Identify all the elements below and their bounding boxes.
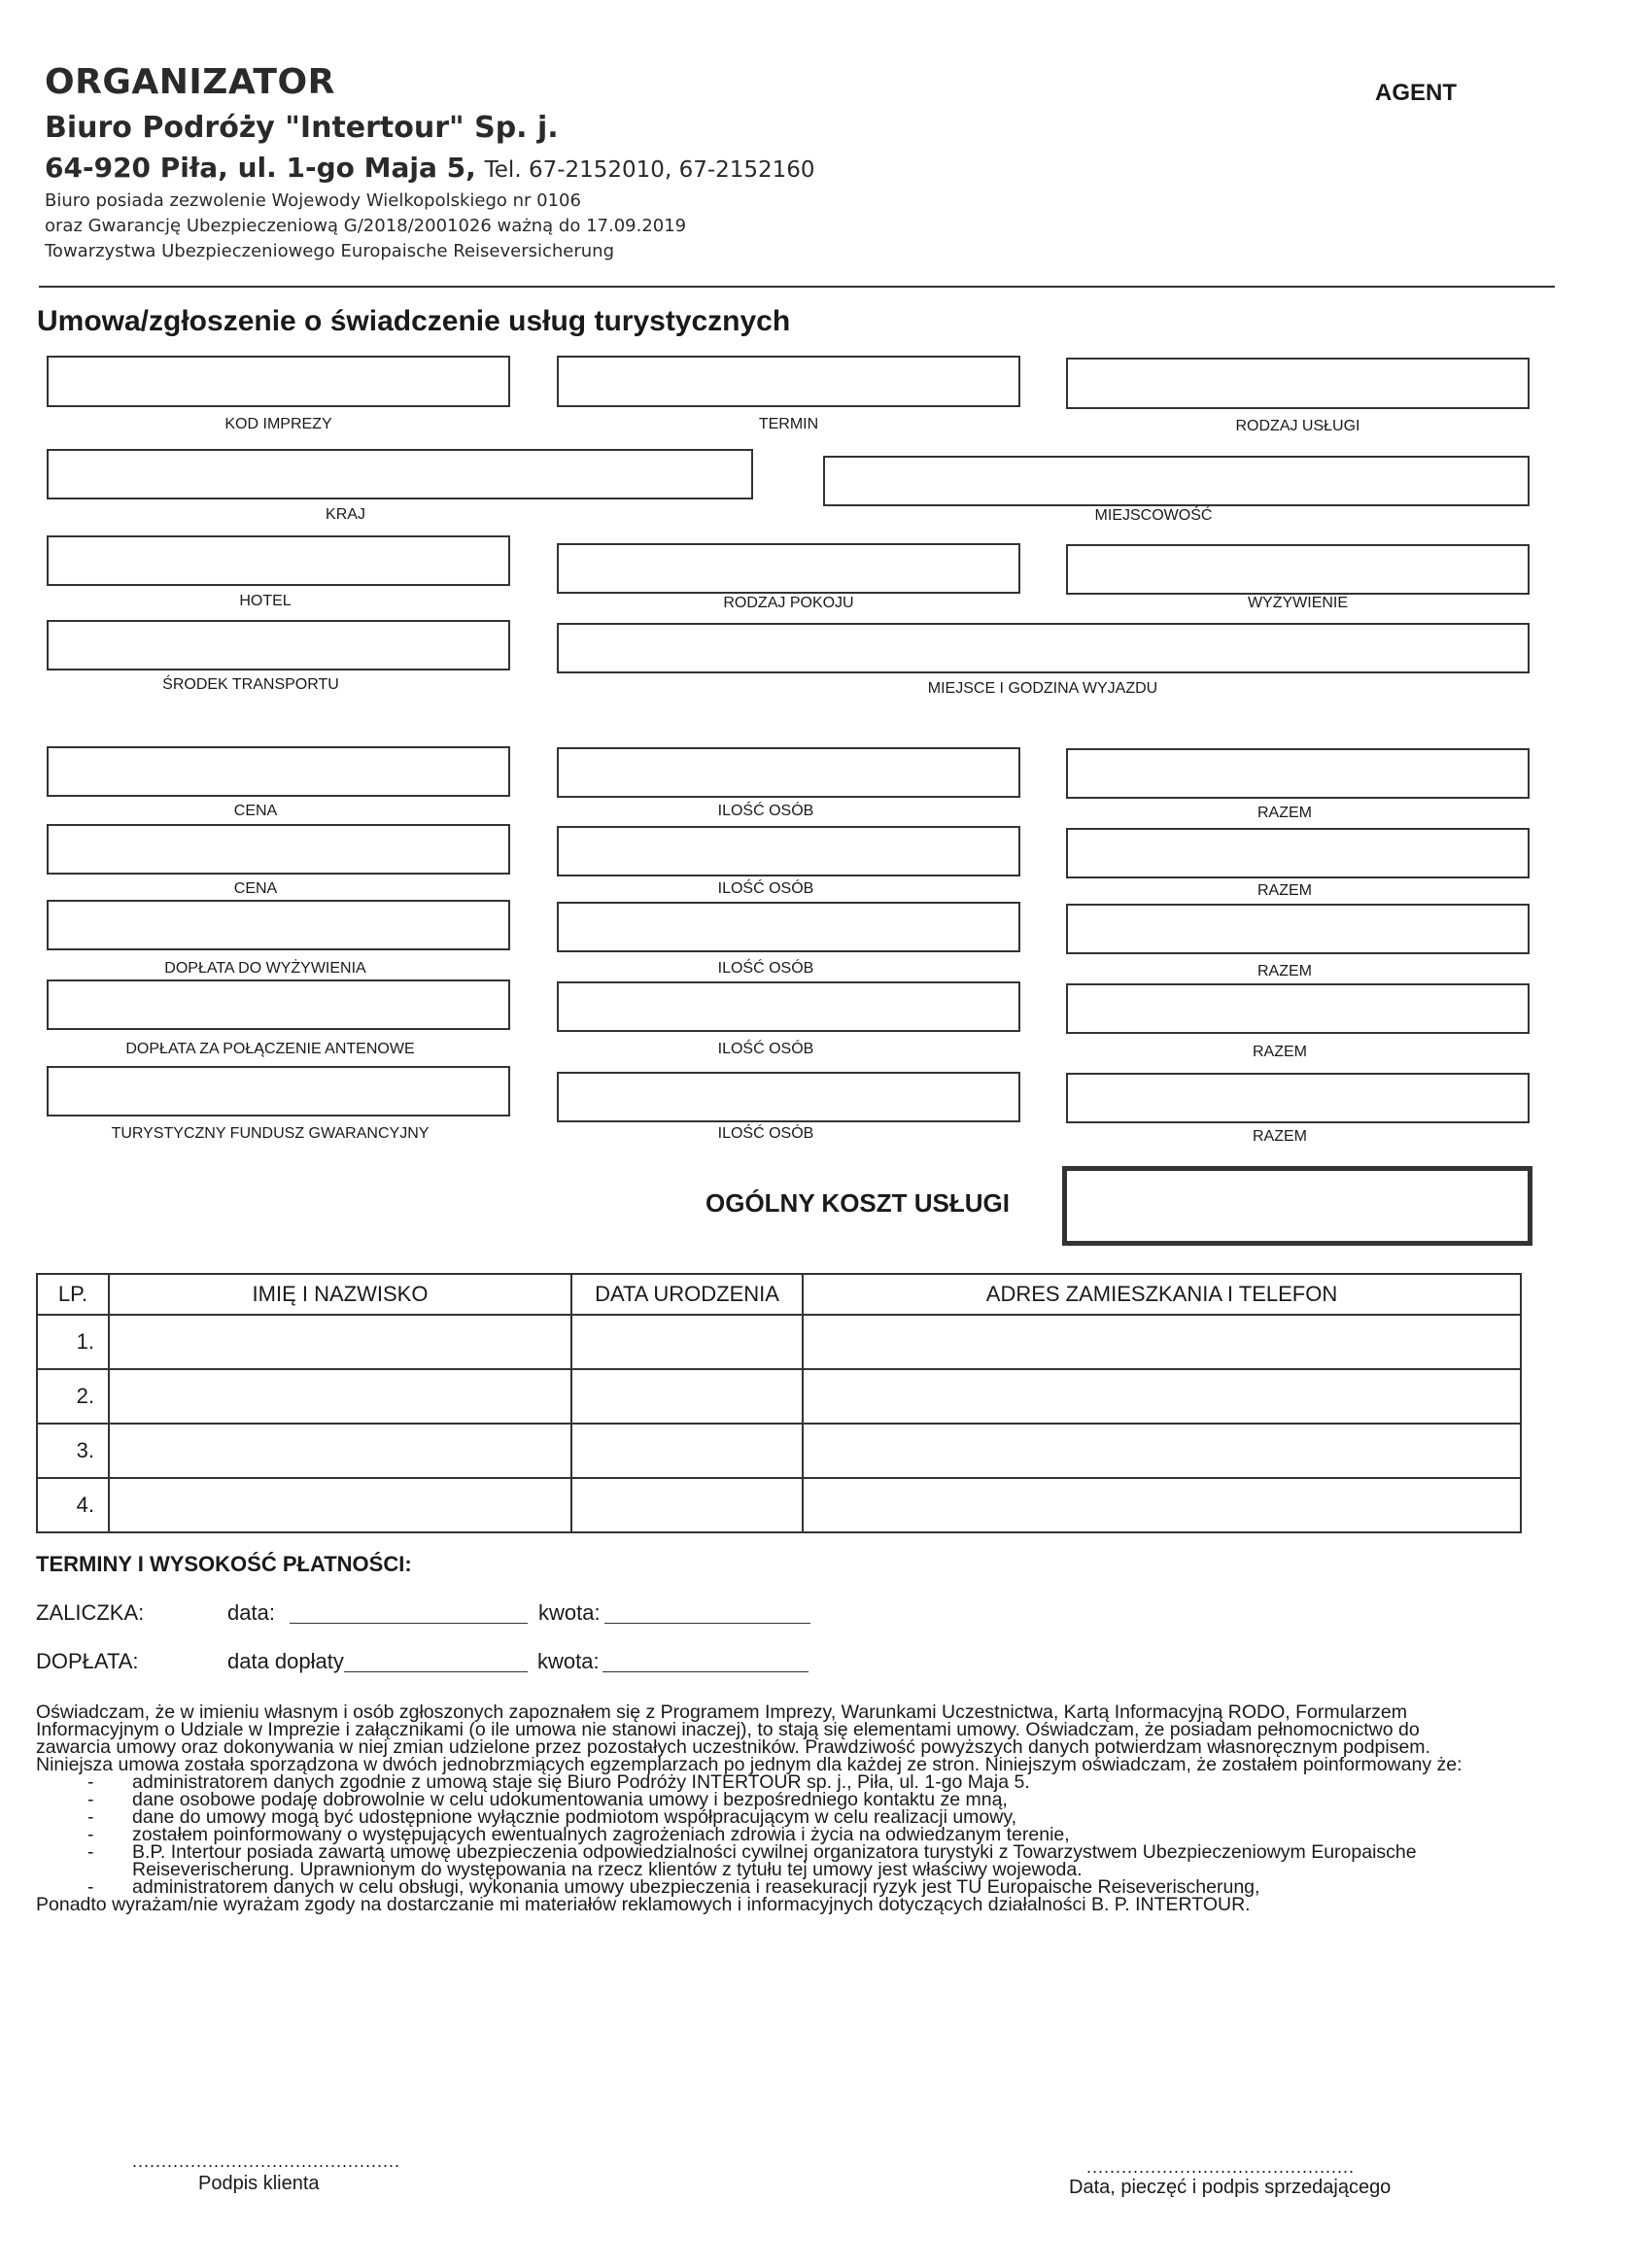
deposit-amount-field[interactable] <box>604 1623 810 1624</box>
column-name: IMIĘ I NAZWISKO <box>109 1274 571 1315</box>
wyzywienie-label: WYŻYWIENIE <box>1247 595 1349 611</box>
hotel-label: HOTEL <box>239 593 292 609</box>
row-number: 1. <box>37 1315 109 1369</box>
agent-label: AGENT <box>1375 80 1457 106</box>
table-row <box>37 1369 1521 1424</box>
surcharge-date-field[interactable] <box>344 1671 528 1672</box>
company-phone: Tel. 67-2152010, 67-2152160 <box>484 157 815 183</box>
fundusz-gwarancyjny-input[interactable] <box>47 1066 510 1116</box>
column-birthdate: DATA URODZENIA <box>571 1274 803 1315</box>
surcharge-amount-field[interactable] <box>602 1671 809 1672</box>
statement-line: Informacyjnym o Udziale w Imprezie i załącznikami (o ile umowa nie stanowi inaczej), to stają się elementami umowy. Oświadczam, że posiadam pełnomocnictwo do <box>36 1719 1420 1740</box>
statement-line: Niniejsza umowa została sporządzona w dwóch jednobrzmiących egzemplarzach po jednym dla każdej ze stron. Niniejszym oświadczam, że zostałem poinformowany że: <box>36 1754 1463 1775</box>
deposit-date-field[interactable] <box>290 1623 528 1624</box>
hotel-input[interactable] <box>47 535 510 586</box>
rodzaj-pokoju-label: RODZAJ POKOJU <box>723 595 854 611</box>
statement-bullet: B.P. Intertour posiada zawartą umowę ubezpieczenia odpowiedzialności cywilnej organizatora turystyki z Towarzystwem Ubezpieczeniowym Europaische <box>132 1841 1417 1863</box>
total-cost-label: OGÓLNY KOSZT USŁUGI <box>706 1188 1010 1218</box>
company-name: Biuro Podróży "Intertour" Sp. j. <box>45 111 559 145</box>
name-cell[interactable] <box>109 1424 571 1478</box>
total-label: RAZEM <box>1257 882 1312 899</box>
kraj-label: KRAJ <box>326 506 365 523</box>
statement-line: zawarcia umowy oraz dokonywania w niej zmian udzielone przez pozostałych uczestników. Prawdziwość powyższych danych potwierdzam własnoręcznym podpisem. <box>36 1736 1430 1758</box>
seller-signature-label: Data, pieczęć i podpis sprzedającego <box>1069 2177 1392 2198</box>
cena-input[interactable] <box>47 824 510 875</box>
statement-bullet: dane osobowe podaję dobrowolnie w celu udokumentowania umowy i bezpośredniego kontaktu ze mną, <box>132 1789 1008 1810</box>
doplata-wyzywienie-input[interactable] <box>47 900 510 950</box>
surcharge-label: DOPŁATA: <box>36 1649 139 1673</box>
rodzaj-uslugi-input[interactable] <box>1066 358 1530 409</box>
cena-input[interactable] <box>47 746 510 797</box>
bullet-dash: - <box>87 1824 94 1845</box>
wyzywienie-input[interactable] <box>1066 544 1530 595</box>
persons-label: ILOŚĆ OSÓB <box>717 960 814 977</box>
persons-label: ILOŚĆ OSÓB <box>717 1041 814 1057</box>
birthdate-cell[interactable] <box>571 1315 803 1369</box>
persons-label: ILOŚĆ OSÓB <box>717 1125 814 1142</box>
deposit-amount-label: kwota: <box>538 1600 601 1625</box>
payments-title: TERMINY I WYSOKOŚĆ PŁATNOŚCI: <box>36 1552 412 1576</box>
row-number: 2. <box>37 1369 109 1424</box>
participants-table <box>36 1273 1522 1533</box>
razem-input[interactable] <box>1066 1073 1530 1123</box>
srodek-transportu-label: ŚRODEK TRANSPORTU <box>162 676 339 693</box>
statement-line: Oświadczam, że w imieniu własnym i osób zgłoszonych zapoznałem się z Programem Imprezy, Warunkami Uczestnictwa, Kartą Informacyjną RODO, Formularzem <box>36 1701 1407 1723</box>
miejsce-godzina-input[interactable] <box>557 623 1530 673</box>
razem-input[interactable] <box>1066 748 1530 799</box>
srodek-transportu-input[interactable] <box>47 620 510 670</box>
insurer-line: Towarzystwa Ubezpieczeniowego Europaische Reiseversicherung <box>45 241 615 261</box>
deposit-date-label: data: <box>227 1600 275 1625</box>
statement-bullet-continued: Reiseverischerung. Uprawnionym do występowania na rzecz klientów z tytułu tej umowy jest właściwy wojewoda. <box>132 1859 1083 1880</box>
razem-input[interactable] <box>1066 828 1530 878</box>
bullet-dash: - <box>87 1789 94 1810</box>
client-signature-label: Podpis klienta <box>198 2173 320 2194</box>
ilosc-osob-input[interactable] <box>557 1072 1020 1122</box>
form-title: Umowa/zgłoszenie o świadczenie usług turystycznych <box>37 305 791 337</box>
table-row <box>37 1478 1521 1532</box>
organizer-label: ORGANIZATOR <box>45 62 335 102</box>
cost-row-label: TURYSTYCZNY FUNDUSZ GWARANCYJNY <box>111 1125 430 1142</box>
table-row <box>37 1315 1521 1369</box>
birthdate-cell[interactable] <box>571 1424 803 1478</box>
statement-closing: Ponadto wyrażam/nie wyrażam zgody na dostarczanie mi materiałów reklamowych i informacyjnych dotyczących działalności B. P. INTERTOUR. <box>36 1894 1251 1915</box>
termin-label: TERMIN <box>758 416 819 432</box>
address-cell[interactable] <box>803 1478 1521 1532</box>
address-cell[interactable] <box>803 1369 1521 1424</box>
bullet-dash: - <box>87 1771 94 1793</box>
birthdate-cell[interactable] <box>571 1478 803 1532</box>
kod-imprezy-input[interactable] <box>47 356 510 407</box>
ilosc-osob-input[interactable] <box>557 826 1020 876</box>
table-header-row <box>37 1274 1521 1315</box>
miejscowosc-label: MIEJSCOWOŚĆ <box>1094 507 1213 524</box>
cost-row-label: CENA <box>233 880 278 897</box>
razem-input[interactable] <box>1066 983 1530 1034</box>
total-label: RAZEM <box>1257 963 1312 979</box>
miejscowosc-input[interactable] <box>823 456 1530 506</box>
total-label: RAZEM <box>1253 1044 1307 1060</box>
column-lp: LP. <box>37 1274 109 1315</box>
bullet-dash: - <box>87 1876 94 1898</box>
company-address: 64-920 Piła, ul. 1-go Maja 5, <box>45 152 476 184</box>
kraj-input[interactable] <box>47 449 753 499</box>
seller-signature-line[interactable]: .............................................. <box>1086 2157 1356 2177</box>
statement-bullet: administratorem danych w celu obsługi, wykonania umowy ubezpieczenia i reasekuracji ryzyk jest TU Europaische Reiseverischerung, <box>132 1876 1260 1898</box>
termin-input[interactable] <box>557 356 1020 407</box>
cost-row-label: DOPŁATA DO WYŻYWIENIA <box>164 960 366 977</box>
rodzaj-pokoju-input[interactable] <box>557 543 1020 594</box>
total-cost-input[interactable] <box>1062 1166 1532 1246</box>
persons-label: ILOŚĆ OSÓB <box>717 880 814 897</box>
statement-bullet: zostałem poinformowany o występujących ewentualnych zagrożeniach zdrowia i życia na odwiedzanym terenie, <box>132 1824 1070 1845</box>
surcharge-amount-label: kwota: <box>537 1649 600 1673</box>
miejsce-godzina-label: MIEJSCE I GODZINA WYJAZDU <box>927 680 1158 697</box>
name-cell[interactable] <box>109 1478 571 1532</box>
table-row <box>37 1424 1521 1478</box>
address-cell[interactable] <box>803 1424 1521 1478</box>
total-label: RAZEM <box>1257 805 1312 821</box>
header-divider <box>39 286 1555 288</box>
client-signature-line[interactable]: .............................................. <box>132 2151 401 2171</box>
cost-row-label: DOPŁATA ZA POŁĄCZENIE ANTENOWE <box>125 1041 415 1057</box>
name-cell[interactable] <box>109 1369 571 1424</box>
ilosc-osob-input[interactable] <box>557 981 1020 1032</box>
permit-line: Biuro posiada zezwolenie Wojewody Wielkopolskiego nr 0106 <box>45 190 581 211</box>
column-address: ADRES ZAMIESZKANIA I TELEFON <box>803 1274 1521 1315</box>
doplata-antenowe-input[interactable] <box>47 979 510 1030</box>
bullet-dash: - <box>87 1806 94 1828</box>
ilosc-osob-input[interactable] <box>557 747 1020 798</box>
deposit-label: ZALICZKA: <box>36 1600 145 1625</box>
guarantee-line: oraz Gwarancję Ubezpieczeniową G/2018/2001026 ważną do 17.09.2019 <box>45 216 687 236</box>
company-address-line <box>45 152 815 184</box>
total-label: RAZEM <box>1253 1128 1307 1145</box>
ilosc-osob-input[interactable] <box>557 902 1020 952</box>
birthdate-cell[interactable] <box>571 1369 803 1424</box>
razem-input[interactable] <box>1066 904 1530 954</box>
rodzaj-uslugi-label: RODZAJ USŁUGI <box>1235 418 1360 434</box>
kod-imprezy-label: KOD IMPREZY <box>224 416 332 432</box>
statement-bullet: administratorem danych zgodnie z umową staje się Biuro Podróży INTERTOUR sp. j., Piła, ul. 1-go Maja 5. <box>132 1771 1030 1793</box>
cost-row-label: CENA <box>233 803 278 819</box>
surcharge-date-label: data dopłaty <box>227 1649 344 1673</box>
persons-label: ILOŚĆ OSÓB <box>717 803 814 819</box>
bullet-dash: - <box>87 1841 94 1863</box>
row-number: 3. <box>37 1424 109 1478</box>
row-number: 4. <box>37 1478 109 1532</box>
statement-bullet: dane do umowy mogą być udostępnione wyłącznie podmiotom współpracującym w celu realizacji umowy, <box>132 1806 1017 1828</box>
name-cell[interactable] <box>109 1315 571 1369</box>
address-cell[interactable] <box>803 1315 1521 1369</box>
